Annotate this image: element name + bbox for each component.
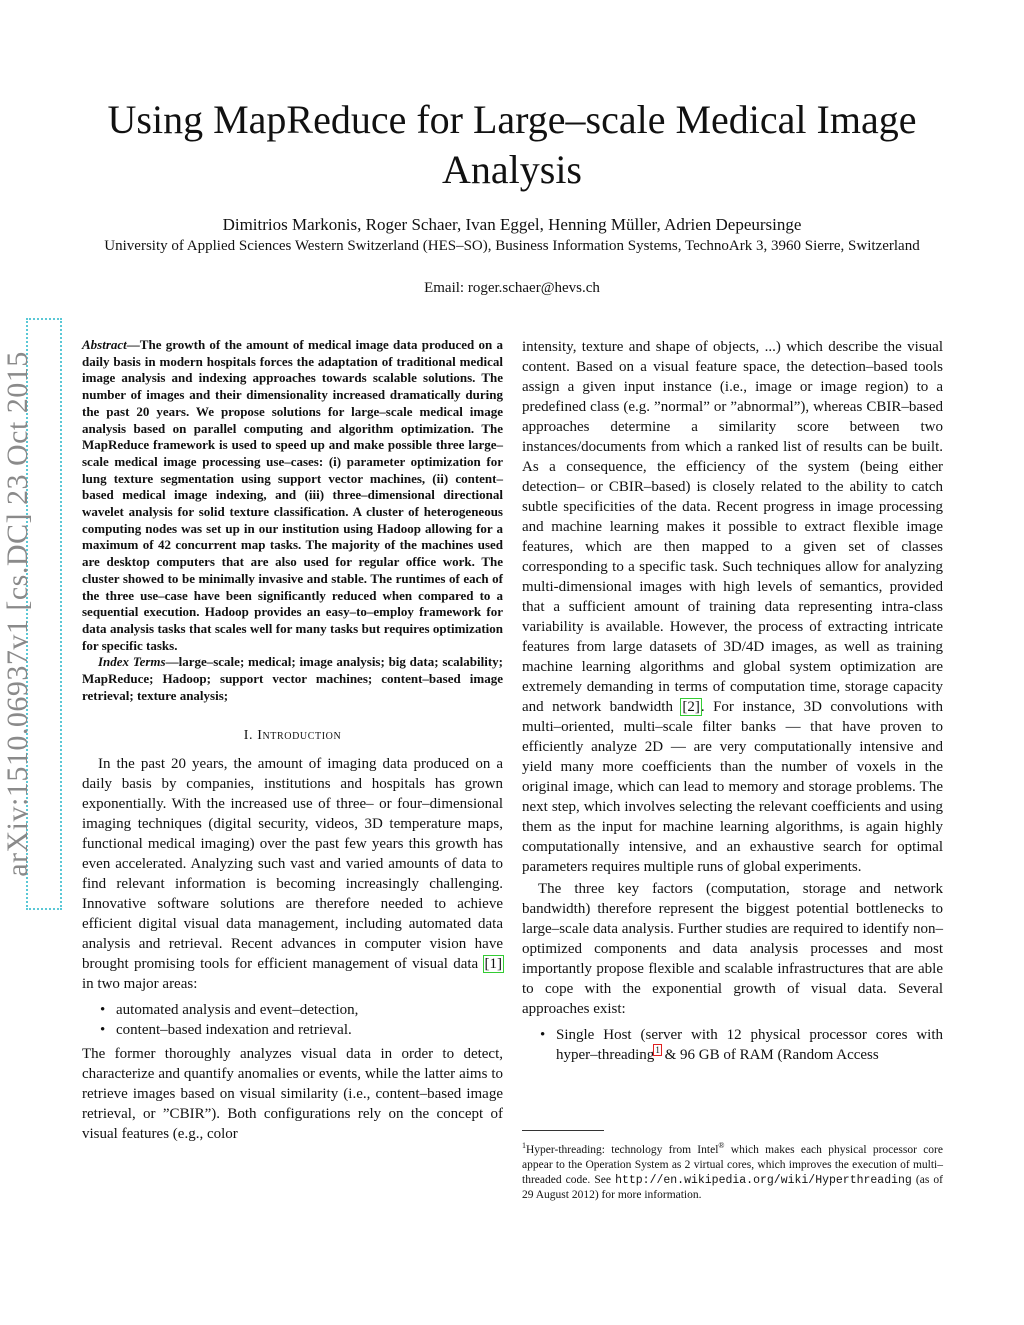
intro-paragraph-1 <box>82 754 503 994</box>
footnote-ref-link[interactable]: 1 <box>655 1045 660 1055</box>
footnote-text: Hyper-threading: technology from Intel <box>526 1143 719 1156</box>
list-item <box>82 1000 503 1020</box>
abstract <box>82 337 503 654</box>
intro-paragraph-1-text: In the past 20 years, the amount of imaging data produced on a daily basis by companies, institutions and hospitals has grown exponentially. With the increased use of three– or four–dimensional imaging techniques (digital security, videos, 3D temperature maps, functional medical imaging) over the past few years this growth has even accelerated. Analyzing such vast and varied amounts of data to find relevant information is becoming increasingly challenging. Innovative software solutions are therefore needed to achieve efficient digital visual data management, including automated data analysis and retrieval. Recent advances in computer vision have brought promising tools for efficient management of visual data <box>82 756 503 973</box>
section-heading-introduction <box>82 728 503 744</box>
bullet-dot-icon: • <box>100 1022 106 1039</box>
footnote-1 <box>522 1138 943 1203</box>
list-item <box>82 1020 503 1040</box>
footnote-text-tail: (as of 29 August 2012) for more information. <box>522 1173 943 1201</box>
citation-link-2[interactable]: [2] <box>682 699 700 715</box>
left-column <box>82 337 503 1144</box>
intro-paragraph-3: The three key factors (computation, storage and network bandwidth) therefore represent the biggest potential bottlenecks to large–scale data analysis. Further studies are required to identify non–optimized components and data analysis processes and most importantly propose flexible and scalable infrastructures that are able to cope with the exponential growth of visual data. Several approaches exist: <box>522 881 943 1017</box>
arxiv-identifier-text: arXiv:1510.06937v1 [cs.DC] 23 Oct 2015 <box>1 351 34 877</box>
intro-paragraph-2-continued <box>522 337 943 877</box>
intro-bullet-list <box>82 1000 503 1040</box>
author-list: Dimitrios Markonis, Roger Schaer, Ivan Eggel, Henning Müller, Adrien Depeursinge <box>222 215 802 234</box>
list-item-text: Single Host (server with 12 physical processor cores with hyper–threading <box>556 1027 943 1063</box>
registered-mark: ® <box>718 1141 725 1150</box>
index-terms-label: Index Terms <box>98 654 166 670</box>
index-terms-text: —large–scale; medical; image analysis; big data; scalability; MapReduce; Hadoop; support vector machines; content–based image retrieval; texture analysis; <box>82 654 503 703</box>
right-column <box>522 337 943 1069</box>
list-item-text-tail: & 96 GB of RAM (Random Access <box>660 1047 879 1063</box>
intro-paragraph-2-text: The former thoroughly analyzes visual data in order to detect, characterize and quantify anomalies or events, while the latter aims to retrieve images based on visual similarity (i.e., content–based image retrieval, or ”CBIR”). Both configurations rely on the concept of visual features (e.g., color <box>82 1046 503 1143</box>
abstract-text: —The growth of the amount of medical image data produced on a daily basis in modern hospitals forces the adaptation of traditional medical image analysis and indexing approaches towards scalable solutions. The number of images and their dimensionality increased dramatically during the past 20 years. We propose solutions for large–scale medical image analysis based on parallel computing and algorithm optimization. The MapReduce framework is used to speed up and make possible three large–scale medical image processing use–cases: (i) parameter optimization for lung texture segmentation using support vector machines, (ii) content–based medical image indexing, and (iii) three–dimensional directional wavelet analysis for solid texture classification. A cluster of heterogeneous computing nodes was set up in our institution using Hadoop allowing for a maximum of 42 concurrent map tasks. The majority of the machines used are desktop computers that are also used for regular office work. The cluster showed to be minimally invasive and stable. The runtimes of each of the three use–case have been significantly reduced when compared to a sequential execution. Hadoop provides an easy–to–employ framework for data analysis tasks that scales well for many tasks but requires optimization for specific tasks. <box>82 337 503 653</box>
abstract-label: Abstract <box>82 337 127 352</box>
footnote-mark: 1 <box>522 1141 526 1150</box>
paper-title: Using MapReduce for Large–scale Medical Image Analysis <box>107 97 917 192</box>
list-item-text: automated analysis and event–detection, <box>116 1002 359 1019</box>
citation-link-1[interactable]: [1] <box>484 956 502 973</box>
intro-paragraph-2-tail: . For instance, 3D convolutions with multi–oriented, multi–scale filter banks — that have proven to efficiently analyze 2D — are very computationally intensive and yield many more coefficients than the number of voxels in the original image, which can lead to memory and storage problems. The next step, which involves selecting the relevant coefficients and using them as the input for machine learning algorithms, is again highly computationally intensive, and an exhaustive search for optimal parameters requires multiple runs of global experiments. <box>522 699 943 875</box>
footnote-text-mid: which makes each physical processor core appear to the Operation System as 2 virtual cores, which improves the execution of multi–threaded code. See <box>522 1143 943 1186</box>
index-terms <box>82 654 503 704</box>
list-item-text: content–based indexation and retrieval. <box>116 1022 352 1039</box>
intro-paragraph-2-start <box>82 1044 503 1144</box>
section-title: Introduction <box>257 728 342 744</box>
affiliation: University of Applied Sciences Western Switzerland (HES–SO), Business Information Systems, TechnoArk 3, 3960 Sierre, Switzerland <box>104 238 920 254</box>
intro-paragraph-2-text-continued: intensity, texture and shape of objects, ...) which describe the visual content. Based on a visual feature space, the detection–based tools assign a given input instance (i.e., image or image region) to a predefined class (e.g. ”normal” or ”abnormal”), whereas CBIR–based approaches determine a similarity score between two instances/documents from which a ranked list of results can be built. As a consequence, the efficiency of the system (being either detection– or CBIR–based) is closely related to the ability to catch subtle specificities of the data. Recent progress in image processing and machine learning makes it possible to extract flexible image features, which are then mapped to a given set of classes corresponding to a specific task. Such techniques allow for analyzing multi-dimensional images with high levels of semantics, provided that a sufficient amount of training data representing intra-class variability is available. However, the process of extracting intricate features from large datasets of 3D/4D images, as well as training machine learning algorithms and global system optimization are extremely demanding in terms of computation time, storage capacity and network bandwidth <box>522 339 943 715</box>
intro-paragraph-1-tail: in two major areas: <box>82 976 198 993</box>
contact-email: Email: roger.schaer@hevs.ch <box>424 280 600 296</box>
footnote-divider <box>522 1130 604 1131</box>
bullet-dot-icon: • <box>100 1002 106 1019</box>
footnote-url[interactable]: http://en.wikipedia.org/wiki/Hyperthreading <box>615 1173 912 1187</box>
approaches-bullet-list <box>522 1025 943 1065</box>
list-item <box>522 1025 943 1065</box>
bullet-dot-icon: • <box>540 1027 546 1043</box>
section-number: I. <box>243 728 254 744</box>
